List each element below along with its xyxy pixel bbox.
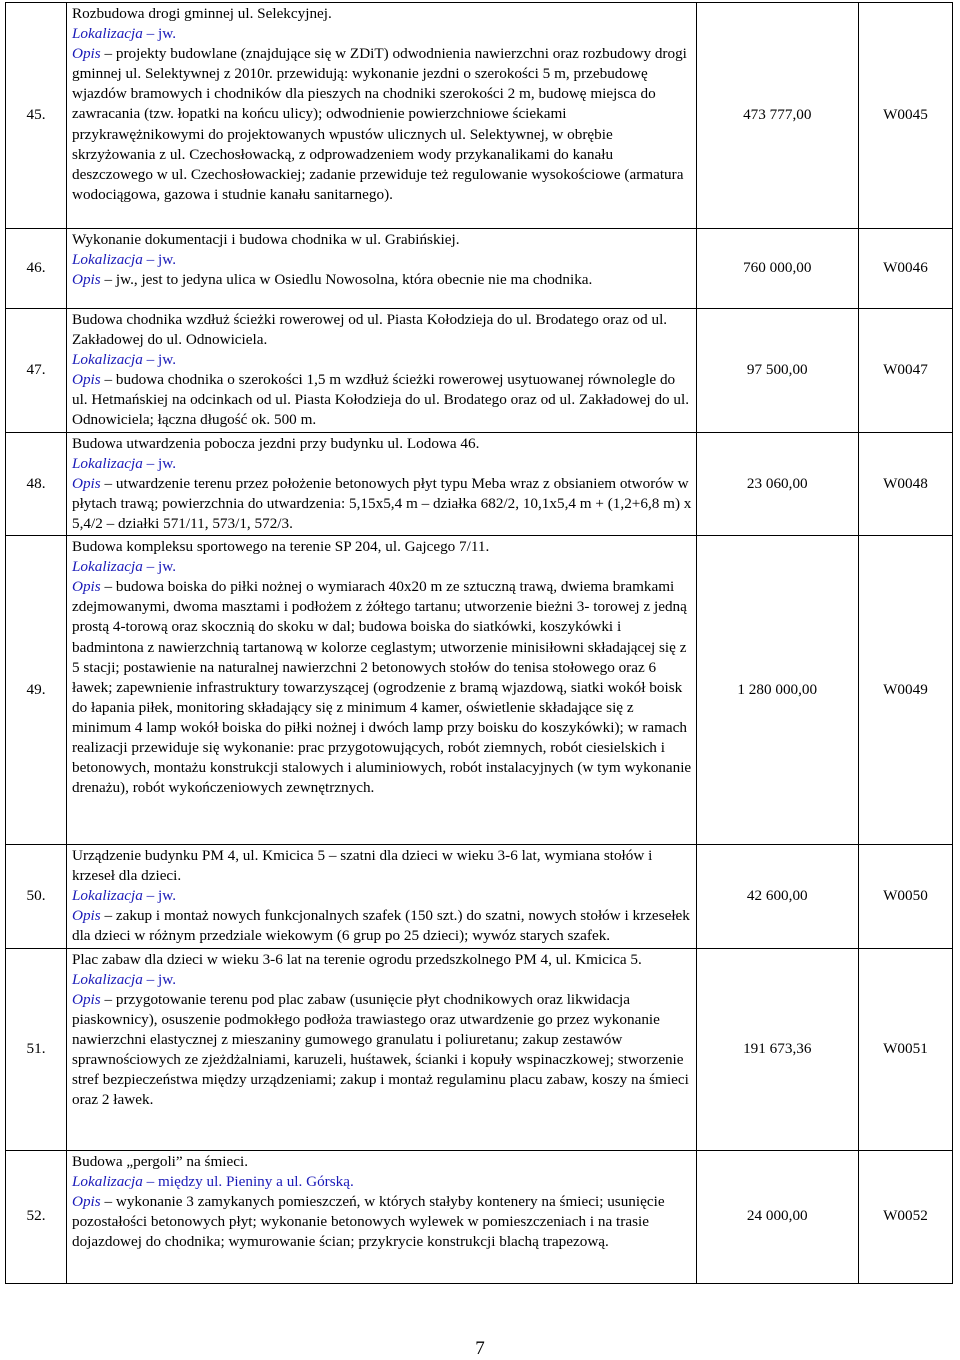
row-code: W0052	[858, 1150, 952, 1283]
location-separator: –	[142, 558, 159, 576]
location-value: jw.	[158, 970, 177, 988]
row-title: Urządzenie budynku PM 4, ul. Kmicica 5 – szatni dla dzieci w wieku 3-6 lat, wymiana stołów i krzeseł dla dzieci.	[71, 847, 653, 885]
row-number: 48.	[6, 432, 67, 535]
location-label: Lokalizacja	[71, 887, 143, 905]
location-value: między ul. Pieniny a ul. Górską.	[158, 1172, 354, 1190]
location-separator: –	[142, 251, 159, 269]
row-number: 52.	[6, 1150, 67, 1283]
row-amount: 23 060,00	[696, 432, 858, 535]
row-title: Wykonanie dokumentacji i budowa chodnika w ul. Grabińskiej.	[71, 231, 460, 248]
location-value: jw.	[158, 251, 177, 269]
location-value: jw.	[158, 558, 177, 576]
row-location	[72, 1172, 693, 1192]
row-code: W0048	[858, 432, 952, 535]
row-opis	[72, 270, 693, 290]
opis-label: Opis	[71, 1192, 101, 1210]
table-row	[6, 309, 953, 433]
row-description	[66, 229, 696, 309]
opis-label: Opis	[71, 474, 101, 492]
opis-text: – zakup i montaż nowych funkcjonalnych szafek (150 szt.) do szatni, nowych stołów i krzesełek dla dzieci w różnym przedziale wiekowym (6 grup po 25 dzieci); wywóz starych szafek.	[71, 907, 690, 945]
row-number: 49.	[6, 536, 67, 845]
opis-text: – przygotowanie terenu pod plac zabaw (usunięcie płyt chodnikowych oraz likwidacja piaskownicy), osuszenie podmokłego podłoża trawiastego oraz utwardzenie go przez wykonanie nawierzchni elastycznej z mieszaniny gumowego granulatu i poliuretanu; zakup zestawów sprawnościowych ze zjeżdżalniami, karuzeli, huśtawek, ścianki i kopuły wspinaczkowej; stworzenie stref bezpieczeństwa między urządzeniami; zakup i montaż regulaminu placu zabaw, koszy na śmieci oraz 2 ławek.	[71, 990, 689, 1109]
row-description	[66, 309, 696, 433]
row-number: 51.	[6, 948, 67, 1150]
table-body	[6, 3, 953, 1284]
location-label: Lokalizacja	[71, 454, 143, 472]
row-title: Plac zabaw dla dzieci w wieku 3-6 lat na terenie ogrodu przedszkolnego PM 4, ul. Kmicica 5.	[71, 950, 642, 968]
opis-label: Opis	[71, 271, 101, 289]
location-label: Lokalizacja	[71, 25, 143, 43]
row-opis	[72, 906, 693, 946]
opis-label: Opis	[71, 578, 101, 596]
location-separator: –	[142, 887, 159, 905]
location-separator: –	[142, 970, 159, 988]
table-row	[6, 1150, 953, 1283]
row-opis	[72, 990, 693, 1111]
row-amount: 24 000,00	[696, 1150, 858, 1283]
row-amount: 760 000,00	[696, 229, 858, 309]
row-opis	[72, 1192, 693, 1252]
row-description	[66, 1150, 696, 1283]
row-amount: 42 600,00	[696, 845, 858, 948]
row-location	[72, 557, 693, 577]
row-number: 45.	[6, 3, 67, 229]
location-value: jw.	[158, 351, 177, 369]
location-separator: –	[142, 1172, 159, 1190]
opis-text: – jw., jest to jedyna ulica w Osiedlu Nowosolna, która obecnie nie ma chodnika.	[100, 271, 593, 289]
row-description	[66, 536, 696, 845]
row-title: Rozbudowa drogi gminnej ul. Selekcyjnej.	[71, 5, 332, 22]
location-value: jw.	[158, 25, 177, 43]
table-row	[6, 845, 953, 948]
table-row	[6, 229, 953, 309]
location-label: Lokalizacja	[71, 970, 143, 988]
table-row	[6, 948, 953, 1150]
opis-label: Opis	[71, 371, 101, 389]
location-label: Lokalizacja	[71, 251, 143, 269]
row-title: Budowa chodnika wzdłuż ścieżki rowerowej od ul. Piasta Kołodzieja do ul. Brodatego oraz od ul. Zakładowej do ul. Odnowiciela.	[71, 311, 668, 349]
row-code: W0046	[858, 229, 952, 309]
row-opis	[72, 44, 693, 205]
row-title: Budowa kompleksu sportowego na terenie SP 204, ul. Gajcego 7/11.	[71, 538, 490, 556]
row-description	[66, 432, 696, 535]
row-location	[72, 250, 693, 270]
location-separator: –	[142, 25, 159, 43]
row-code: W0049	[858, 536, 952, 845]
opis-text: – budowa chodnika o szerokości 1,5 m wzdłuż ścieżki rowerowej usytuowanej równolegle do ul. Hetmańskiej na odcinkach od ul. Piasta Kołodzieja do ul. Brodatego oraz od ul. Zakładowej do ul. Odnowiciela; łączna długość ok. 500 m.	[71, 371, 690, 429]
row-code: W0047	[858, 309, 952, 433]
row-code: W0050	[858, 845, 952, 948]
location-separator: –	[142, 454, 159, 472]
row-opis	[72, 474, 693, 534]
row-location	[72, 350, 693, 370]
row-amount: 1 280 000,00	[696, 536, 858, 845]
location-label: Lokalizacja	[71, 1172, 143, 1190]
opis-text: – utwardzenie terenu przez położenie betonowych płyt typu Meba wraz z obsianiem otworów w płytach trawą; powierzchnia do utwardzenia: 5,15x5,4 m – działka 682/2, 10,1x5,4 m + (1,2+6,8 m) x 5,4/2 – działki 571/11, 573/1, 572/3.	[71, 474, 692, 532]
row-title: Budowa „pergoli” na śmieci.	[71, 1152, 248, 1170]
location-separator: –	[142, 351, 159, 369]
row-number: 50.	[6, 845, 67, 948]
opis-label: Opis	[71, 45, 101, 63]
opis-label: Opis	[71, 990, 101, 1008]
table-row	[6, 536, 953, 845]
location-value: jw.	[158, 887, 177, 905]
row-number: 47.	[6, 309, 67, 433]
row-title: Budowa utwardzenia pobocza jezdni przy budynku ul. Lodowa 46.	[71, 434, 480, 452]
opis-label: Opis	[71, 907, 101, 925]
row-description	[66, 3, 696, 229]
investment-table	[5, 2, 953, 1284]
opis-text: – projekty budowlane (znajdujące się w ZDiT) odwodnienia nawierzchni oraz rozbudowy drogi gminnej ul. Selektywnej z 2010r. przewidują: wykonanie jezdni o szerokości 5 m, przebudowę wjazdów bramowych i chodników dla pieszych na chodniki szerokości 2 m, budowę miejsca do zawracania (tzw. łopatki na końcu ulicy); odwodnienie powierzchniowe ściekami przykrawężnikowymi do projektowanych wpustów ulicznych ul. Selektywnej, w obrębie skrzyżowania z ul. Czechosłowacką, z odprowadzeniem wody przykanalikami do kanału deszczowego w ul. Czechosłowackiej; zadanie przewiduje też regulowanie wysokościowe (armatura wodociągowa, gazowa i studnie kanału sanitarnego).	[71, 45, 687, 203]
table-row	[6, 432, 953, 535]
row-code: W0045	[858, 3, 952, 229]
row-opis	[72, 577, 693, 798]
row-location	[72, 970, 693, 990]
opis-text: – wykonanie 3 zamykanych pomieszczeń, w których stałyby kontenery na śmieci; usunięcie pozostałości betonowych płyt; wykonanie betonowych wylewek w pomieszczeniach i na trasie dojazdowej do chodnika; wymurowanie ścian; przykrycie konstrukcji blachą trapezową.	[71, 1192, 665, 1250]
opis-text: – budowa boiska do piłki nożnej o wymiarach 40x20 m ze sztuczną trawą, dwiema bramkami zdejmowanymi, dwoma masztami i podłożem z żółtego tartanu; utworzenie bieżni 3- torowej z jedną prostą 4-torową oraz skocznią do skoku w dal; budowa boiska do siatkówki, koszykówki i badmintona z nawierzchnią tartanową w kolorze ceglastym; utworzenie minisiłowni składającej się z 5 stacji; postawienie na naturalnej nawierzchni 2 betonowych stołów do tenisa stołowego oraz 6 ławek; zapewnienie infrastruktury towarzyszącej (ogrodzenie z bramą wjazdową, siatki wokół boisk do łapania piłek, monitoring składający się z minimum 4 kamer, oświetlenie składające się z minimum 4 lamp wokół boiska do piłki nożnej i dwóch lamp przy boisku do koszykówki); w ramach realizacji przewiduje się wykonanie: prac przygotowujących, robót ziemnych, robót ciesielskich i betonowych, montażu konstrukcji stalowych i aluminiowych, robót instalacyjnych (w tym wykonanie drenażu), robót wykończeniowych zewnętrznych.	[71, 578, 692, 797]
row-description	[66, 845, 696, 948]
row-description	[66, 948, 696, 1150]
row-number: 46.	[6, 229, 67, 309]
row-location	[72, 886, 693, 906]
table-row	[6, 3, 953, 229]
row-amount: 473 777,00	[696, 3, 858, 229]
row-code: W0051	[858, 948, 952, 1150]
location-value: jw.	[158, 454, 177, 472]
row-amount: 191 673,36	[696, 948, 858, 1150]
row-location	[72, 454, 693, 474]
location-label: Lokalizacja	[71, 558, 143, 576]
page-number: 7	[475, 1338, 485, 1359]
location-label: Lokalizacja	[71, 351, 143, 369]
row-location	[72, 24, 693, 44]
row-amount: 97 500,00	[696, 309, 858, 433]
row-opis	[72, 370, 693, 430]
